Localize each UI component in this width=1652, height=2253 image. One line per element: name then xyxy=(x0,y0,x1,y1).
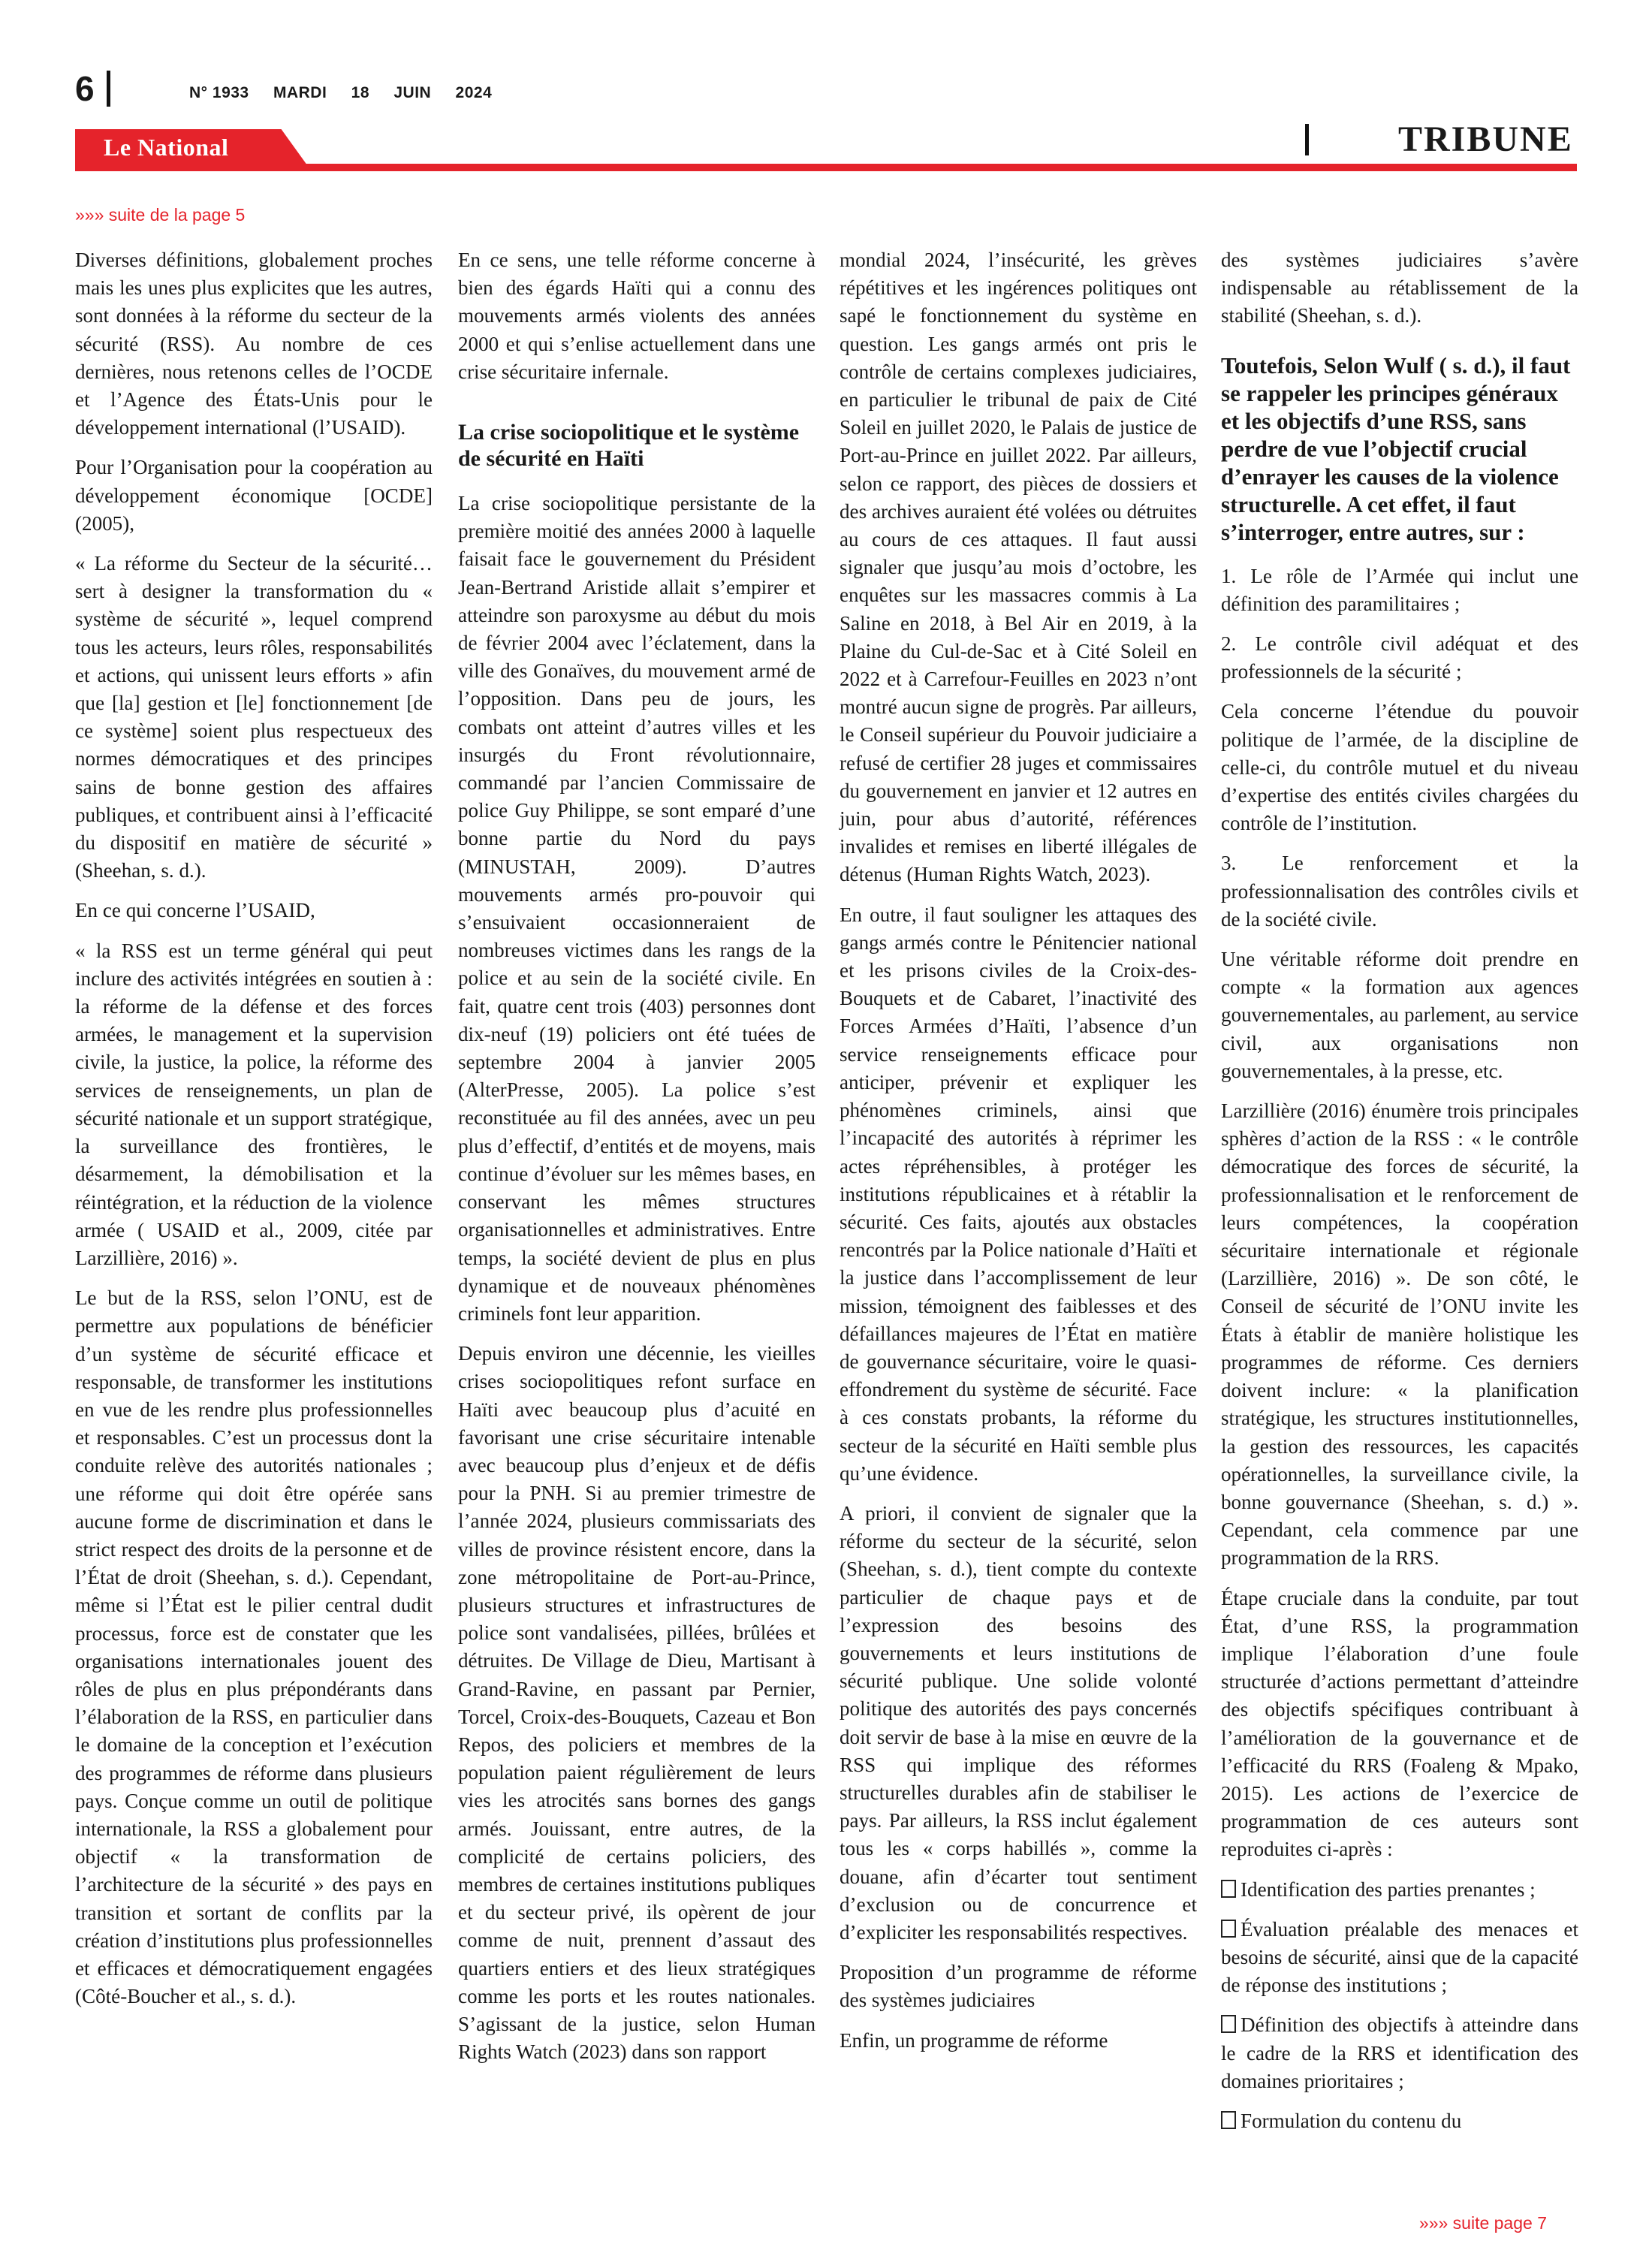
bullet-item xyxy=(1221,2011,1578,2095)
checkbox-glyph-icon xyxy=(1221,2015,1236,2033)
page-header xyxy=(0,0,1652,180)
paragraph: Pour l’Organisation pour la coopération au développement économique [OCDE] (2005), xyxy=(75,456,433,535)
header-rule xyxy=(75,164,1577,171)
paragraph: des systèmes judiciaires s’avère indispensable au rétablissement de la stabilité (Sheehan, s. d.). xyxy=(1221,249,1578,327)
issue-day: 18 xyxy=(351,84,369,101)
bullet-item xyxy=(1221,2107,1578,2135)
paragraph: « la RSS est un terme général qui peut inclure des activités intégrées en soutien à : la réforme de la défense et des forces armées, le management et la supervision civile, la justice, la police, la réforme des services de renseignements, un plan de sécurité nationale et un support stratégique, la surveillance des frontières, le désarmement, la démobilisation et la réintégration, et la réduction de la violence armée ( USAID et al., 2009, citée par Larzillière, 2016) ». xyxy=(75,939,433,1269)
article-column-4 xyxy=(1221,246,1578,2147)
article-column-1 xyxy=(75,246,433,2022)
paragraph: A priori, il convient de signaler que la réforme du secteur de la sécurité, selon (Sheehan, s. d.), tient compte du contexte particulier de chaque pays et de l’expression des besoins des gouvernements et leurs institutions de sécurité publique. Une solide volonté politique des autorités des pays concernés doit servir de base à la mise en œuvre de la RSS qui implique des réformes structurelles durables afin de stabiliser le pays. Par ailleurs, la RSS inclut également tous les « corps habillés », comme la douane, afin d’écarter tout sentiment d’exclusion ou de concurrence et d’expliciter les responsabilités respectives. xyxy=(840,1501,1197,1944)
paragraph: Proposition d’un programme de réforme des systèmes judiciaires xyxy=(840,1961,1197,2012)
brand-name: Le National xyxy=(104,134,229,161)
page-number-divider xyxy=(107,71,110,107)
checkbox-glyph-icon xyxy=(1221,1920,1236,1938)
paragraph: « La réforme du Secteur de la sécurité… sert à designer la transformation du « système de sécurité », lequel comprend tous les acteurs, leurs rôles, responsabilités et actions, qui unissent leurs efforts » afin que [la] gestion et [le] fonctionnement [de ce système] soient plus respectueux des normes démocratiques et des principes sains de bonne gestion des affaires publiques, et contribuent ainsi à l’efficacité du dispositif en matière de sécurité » (Sheehan, s. d.). xyxy=(75,552,433,882)
paragraph: Le but de la RSS, selon l’ONU, est de permettre aux populations de bénéficier d’un système de sécurité efficace et responsable, de transformer les institutions en vue de les rendre plus professionnelles et responsables. C’est un processus dont la conduite relève des autorités nationales ; une réforme qui doit être opérée sans aucune forme de discrimination et dans le strict respect des droits de la personne et de l’État de droit (Sheehan, s. d.). Cependant, même si l’État est le pilier central dudit processus, force est de constater que les organisations internationales jouent des rôles de plus en plus prépondérants dans l’élaboration de la RSS, en particulier dans le domaine de la conception et l’exécution des programmes de réforme dans plusieurs pays. Conçue comme un outil de politique internationale, la RSS a globalement pour objectif « la transformation de l’architecture de la sécurité » des pays en transition et sortant de conflits par la création d’institutions plus professionnelles et efficaces et démocratiquement engagées (Côté-Boucher et al., s. d.). xyxy=(75,1286,433,2008)
section-heading: La crise sociopolitique et le système de sécurité en Haïti xyxy=(458,420,800,472)
list-item: 1. Le rôle de l’Armée qui inclut une définition des paramilitaires ; xyxy=(1221,564,1578,615)
issue-number: N° 1933 xyxy=(189,84,249,101)
article-column-2 xyxy=(458,246,815,2078)
paragraph: En outre, il faut souligner les attaques des gangs armés contre le Pénitencier national et les prisons civiles de la Croix-des-Bouquets et de Cabaret, l’inactivité des Forces Armées d’Haïti, l’absence d’un service renseignements efficace pour anticiper, prévenir et expliquer les phénomènes criminels, ainsi que l’incapacité des autorités à réprimer les actes répréhensibles, à protéger les institutions républicaines et à rétablir la sécurité. Ces faits, ajoutés aux obstacles rencontrés par la Police nationale d’Haïti et la justice dans l’accomplissement de leur mission, témoignent des faiblesses et des défaillances majeures de l’État en matière de gouvernance sécuritaire, voire le quasi-effondrement du système de sécurité. Face à ces constats probants, la réforme du secteur de la sécurité en Haïti semble plus qu’une évidence. xyxy=(840,903,1197,1485)
paragraph: La crise sociopolitique persistante de la première moitié des années 2000 à laquelle faisait face le gouvernement du Président Jean-Bertrand Aristide allait s’empirer et atteindre son paroxysme au début du mois de février 2004 avec l’éclatement, dans la ville des Gonaïves, du mouvement armé de l’opposition. Dans peu de jours, les combats ont atteint d’autres villes et les insurgés du Front révolutionnaire, commandé par l’ancien Commissaire de police Guy Philippe, se sont emparé d’une bonne partie du Nord du pays (MINUSTAH, 2009). D’autres mouvements armés pro-pouvoir qui s’ensuivaient occasionneraient de nombreuses victimes dans les rangs de la police et au sein de la société civile. En fait, quatre cent trois (403) personnes dont dix-neuf (19) policiers ont été tuées de septembre 2004 à janvier 2005 (AlterPresse, 2005). La police s’est reconstituée au fil des années, avec un peu plus d’effectif, d’entités et de moyens, mais continue d’évoluer sur les mêmes bases, en conservant les mêmes structures organisationnelles et administratives. Entre temps, la société devient de plus en plus dynamique et de nouveaux phénomènes criminels font leur apparition. xyxy=(458,492,815,1325)
paragraph: Cela concerne l’étendue du pouvoir politique de l’armée, de la discipline de celle-ci, du contrôle mutuel et du niveau d’expertise des entités civiles chargées du contrôle de l’institution. xyxy=(1221,700,1578,835)
continued-from-link[interactable]: »»» suite de la page 5 xyxy=(75,205,246,225)
paragraph: Étape cruciale dans la conduite, par tout État, d’une RSS, la programmation implique l’élaboration d’une foule structurée d’actions permettant d’atteindre des objectifs spécifiques contribuant à l’amélioration de la gouvernance et de l’efficacité du RRS (Foaleng & Mpako, 2015). Les actions de l’exercice de programmation de ces auteurs sont reproduites ci-après : xyxy=(1221,1586,1578,1861)
issue-year: 2024 xyxy=(455,84,493,101)
article-column-3 xyxy=(840,246,1197,2067)
paragraph: En ce qui concerne l’USAID, xyxy=(75,899,315,922)
paragraph: En ce sens, une telle réforme concerne à bien des égards Haïti qui a connu des mouvements armés violents des années 2000 et qui s’enlise actuellement dans une crise sécuritaire infernale. xyxy=(458,249,815,383)
highlight-heading: Toutefois, Selon Wulf ( s. d.), il faut se rappeler les principes généraux et les objectifs d’une RSS, sans perdre de vue l’objectif crucial d’enrayer les causes de la violence structurelle. A cet effet, il faut s’interroger, entre autres, sur : xyxy=(1221,351,1571,545)
bullet-text: Formulation du contenu du xyxy=(1241,2109,1462,2132)
paragraph: Larzillière (2016) énumère trois principales sphères d’action de la RSS : « le contrôle démocratique des forces de sécurité, la professionnalisation et le renforcement de leurs compétences, la coopération sécuritaire internationale et régionale (Larzillière, 2016) ». De son côté, le Conseil de sécurité de l’ONU invite les États à établir de manière holistique les programmes de réforme. Ces derniers doivent inclure: « la planification stratégique, les structures institutionnelles, la gestion des ressources, les capacités opérationnelles, la surveillance civile, la bonne gouvernance (Sheehan, s. d.) ». Cependant, cela commence par une programmation de la RRS. xyxy=(1221,1099,1578,1570)
checkbox-glyph-icon xyxy=(1221,2111,1236,2129)
bullet-text: Identification des parties prenantes ; xyxy=(1241,1878,1536,1901)
continued-to-link[interactable]: »»» suite page 7 xyxy=(1418,2213,1547,2233)
issue-month: JUIN xyxy=(393,84,432,101)
paragraph: Enfin, un programme de réforme xyxy=(840,2028,1108,2052)
issue-weekday: MARDI xyxy=(273,84,327,101)
list-item: 3. Le renforcement et la professionnalisation des contrôles civils et de la société civile. xyxy=(1221,852,1578,930)
section-title: TRIBUNE xyxy=(1398,119,1573,159)
page-number: 6 xyxy=(75,69,95,108)
bullet-item xyxy=(1221,1916,1578,2000)
paragraph: Diverses définitions, globalement proches mais les unes plus explicites que les autres, sont données à la réforme du secteur de la sécurité (RSS). Au nombre de ces dernières, nous retenons celles de l’OCDE et l’Agence des États-Unis pour le développement international (l’USAID). xyxy=(75,249,433,439)
bullet-text: Définition des objectifs à atteindre dans le cadre de la RRS et identification des domaines prioritaires ; xyxy=(1221,2013,1578,2092)
paragraph: Depuis environ une décennie, les vieilles crises sociopolitiques refont surface en Haïti avec beaucoup plus d’acuité en favorisant une crise sécuritaire intenable avec beaucoup plus d’enjeux et de défis pour la PNH. Si au premier trimestre de l’année 2024, plusieurs commissariats des villes de province résistent encore, dans la zone métropolitaine de Port-au-Prince, plusieurs structures et infrastructures de police sont vandalisées, pillées, brûlées et détruites. De Village de Dieu, Martisant à Grand-Ravine, en passant par Pernier, Torcel, Croix-des-Bouquets, Cazeau et Bon Repos, des policiers et membres de la population paient régulièrement de leurs vies les atrocités sans bornes des gangs armés. Jouissant, entre autres, de la complicité de certains policiers, des membres de certaines institutions publiques et du secteur privé, ils opèrent de jour comme de nuit, prennent d’assaut des quartiers entiers et des lieux stratégiques comme les ports et les routes nationales. S’agissant de la justice, selon Human Rights Watch (2023) dans son rapport xyxy=(458,1342,815,2064)
paragraph: mondial 2024, l’insécurité, les grèves répétitives et les ingérences politiques ont sapé le fonctionnement du système en question. Les gangs armés ont pris le contrôle de certains complexes judiciaires, en particulier le tribunal de paix de Cité Soleil en juillet 2020, le Palais de justice de Port-au-Prince en juillet 2022. Par ailleurs, selon ce rapport, des pièces de dossiers et des archives auraient été volées ou détruites au cours de ces attaques. Il faut aussi signaler que jusqu’au mois d’octobre, les enquêtes sur les massacres commis à La Saline en 2018, à Bel Air en 2019, à la Plaine du Cul-de-Sac et à Cité Soleil en 2022 et à Carrefour-Feuilles en 2023 n’ont montré aucun signe de progrès. Par ailleurs, le Conseil supérieur du Pouvoir judiciaire a refusé de certifier 28 juges et commissaires du gouvernement en janvier et 12 autres en juin, pour abus d’autorité, références invalides et remises en liberté illégales de détenus (Human Rights Watch, 2023). xyxy=(840,249,1197,886)
checkbox-glyph-icon xyxy=(1221,1880,1236,1898)
paragraph: Une véritable réforme doit prendre en compte « la formation aux agences gouvernementales, au parlement, au service civil, aux organisations non gouvernementales, à la presse, etc. xyxy=(1221,948,1578,1082)
bullet-item xyxy=(1221,1876,1578,1904)
issue-line xyxy=(189,84,511,102)
section-divider xyxy=(1305,124,1309,155)
list-item: 2. Le contrôle civil adéquat et des professionnels de la sécurité ; xyxy=(1221,632,1578,683)
bullet-text: Évaluation préalable des menaces et besoins de sécurité, ainsi que de la capacité de réponse des institutions ; xyxy=(1221,1917,1578,1997)
